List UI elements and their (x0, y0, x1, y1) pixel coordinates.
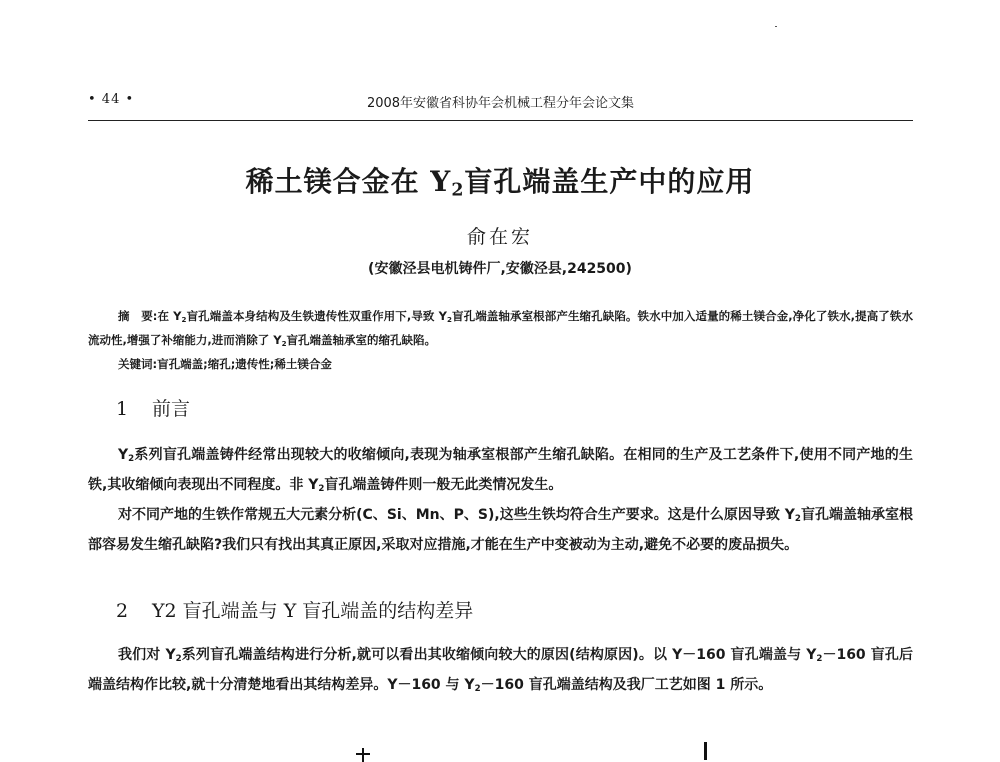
figure-tick-mark (704, 742, 707, 760)
author-affiliation: (安徽泾县电机铸件厂,安徽泾县,242500) (368, 261, 632, 277)
abstract-text-c: 盲孔端盖轴承室根部产生缩孔缺陷。铁水中加入适量的稀土镁合金,净化了铁水,提高了铁水流动性,增强了补缩能力,进而消除了 Y (88, 309, 913, 347)
section-1-heading (116, 394, 190, 421)
s1p1-sub-b: 2 (318, 484, 325, 495)
s1p1-c: 盲孔端盖铸件则一般无此类情况发生。 (324, 477, 563, 494)
s1p1-b: 系列盲孔端盖铸件经常出现较大的收缩倾向,表现为轴承室根部产生缩孔缺陷。在相同的生产及工艺条件下,使用不同产地的生铁,其收缩倾向表现出不同程度。非 Y (88, 447, 913, 494)
abstract-text-b: 盲孔端盖本身结构及生铁遗传性双重作用下,导致 Y (186, 309, 447, 323)
abstract-text-d: 盲孔端盖轴承室的缩孔缺陷。 (286, 332, 437, 347)
abstract-label: 摘 要: (118, 309, 158, 323)
section-1-title: 前言 (152, 398, 191, 420)
section-1-paragraph-1 (88, 442, 913, 502)
abstract-text-a: 在 Y (157, 309, 182, 323)
journal-name: 2008年安徽省科协年会机械工程分年会论文集 (366, 96, 635, 111)
author-name: 俞在宏 (466, 226, 533, 248)
header-rule (88, 120, 913, 121)
page-number: • 44 • (88, 92, 135, 107)
s1p2-a: 对不同产地的生铁作常规五大元素分析(C、Si、Mn、P、S),这些生铁均符合生产要求。这是什么原因导致 Y (118, 507, 795, 524)
s2p1-sub-b: 2 (816, 654, 823, 665)
s2p1-sub-c: 2 (474, 684, 481, 695)
scan-mark (775, 26, 777, 27)
s2p1-c: －160 盲孔后端盖结构作比较,就十分清楚地看出其结构差异。Y－160 与 Y (88, 647, 913, 694)
section-2-heading (116, 596, 473, 623)
s2p1-b: 系列盲孔端盖结构进行分析,就可以看出其收缩倾向较大的原因(结构原因)。以 Y－160 盲孔端盖与 Y (181, 647, 817, 663)
section-1-paragraph-2 (88, 502, 913, 558)
keywords-text: 盲孔端盖;缩孔;遗传性;稀土镁合金 (157, 357, 332, 371)
section-1-body (88, 442, 913, 558)
section-2-paragraph-1 (88, 642, 913, 702)
title-part-2: 盲孔端盖生产中的应用 (464, 165, 755, 198)
section-2-number: 2 (116, 600, 129, 622)
figure-1-top-edge (0, 742, 1000, 760)
section-2-body (88, 642, 913, 702)
abstract-sub-c: 2 (281, 338, 287, 348)
article-title (0, 160, 1000, 200)
s1p2-b: 盲孔端盖轴承室根部容易发生缩孔缺陷?我们只有找出其真正原因,采取对应措施,才能在生产中变被动为主动,避免不必要的废品损失。 (88, 507, 913, 554)
abstract-sub-b: 2 (446, 314, 452, 324)
title-part-1: 稀土镁合金在 Y (245, 165, 452, 198)
title-subscript: 2 (451, 180, 465, 201)
s2p1-a: 我们对 Y (118, 647, 176, 663)
s1p2-sub-a: 2 (794, 514, 801, 525)
keywords (118, 356, 332, 372)
section-2-title: Y2 盲孔端盖与 Y 盲孔端盖的结构差异 (152, 600, 474, 622)
abstract-sub-a: 2 (181, 314, 187, 324)
s1p1-sub-a: 2 (128, 454, 135, 465)
keywords-label: 关键词: (118, 357, 158, 371)
section-1-number: 1 (116, 398, 129, 420)
s2p1-sub-a: 2 (175, 654, 182, 665)
s2p1-d: －160 盲孔端盖结构及我厂工艺如图 1 所示。 (480, 677, 773, 694)
abstract (88, 306, 913, 354)
s1p1-a: Y (118, 447, 129, 463)
running-header (88, 92, 913, 118)
